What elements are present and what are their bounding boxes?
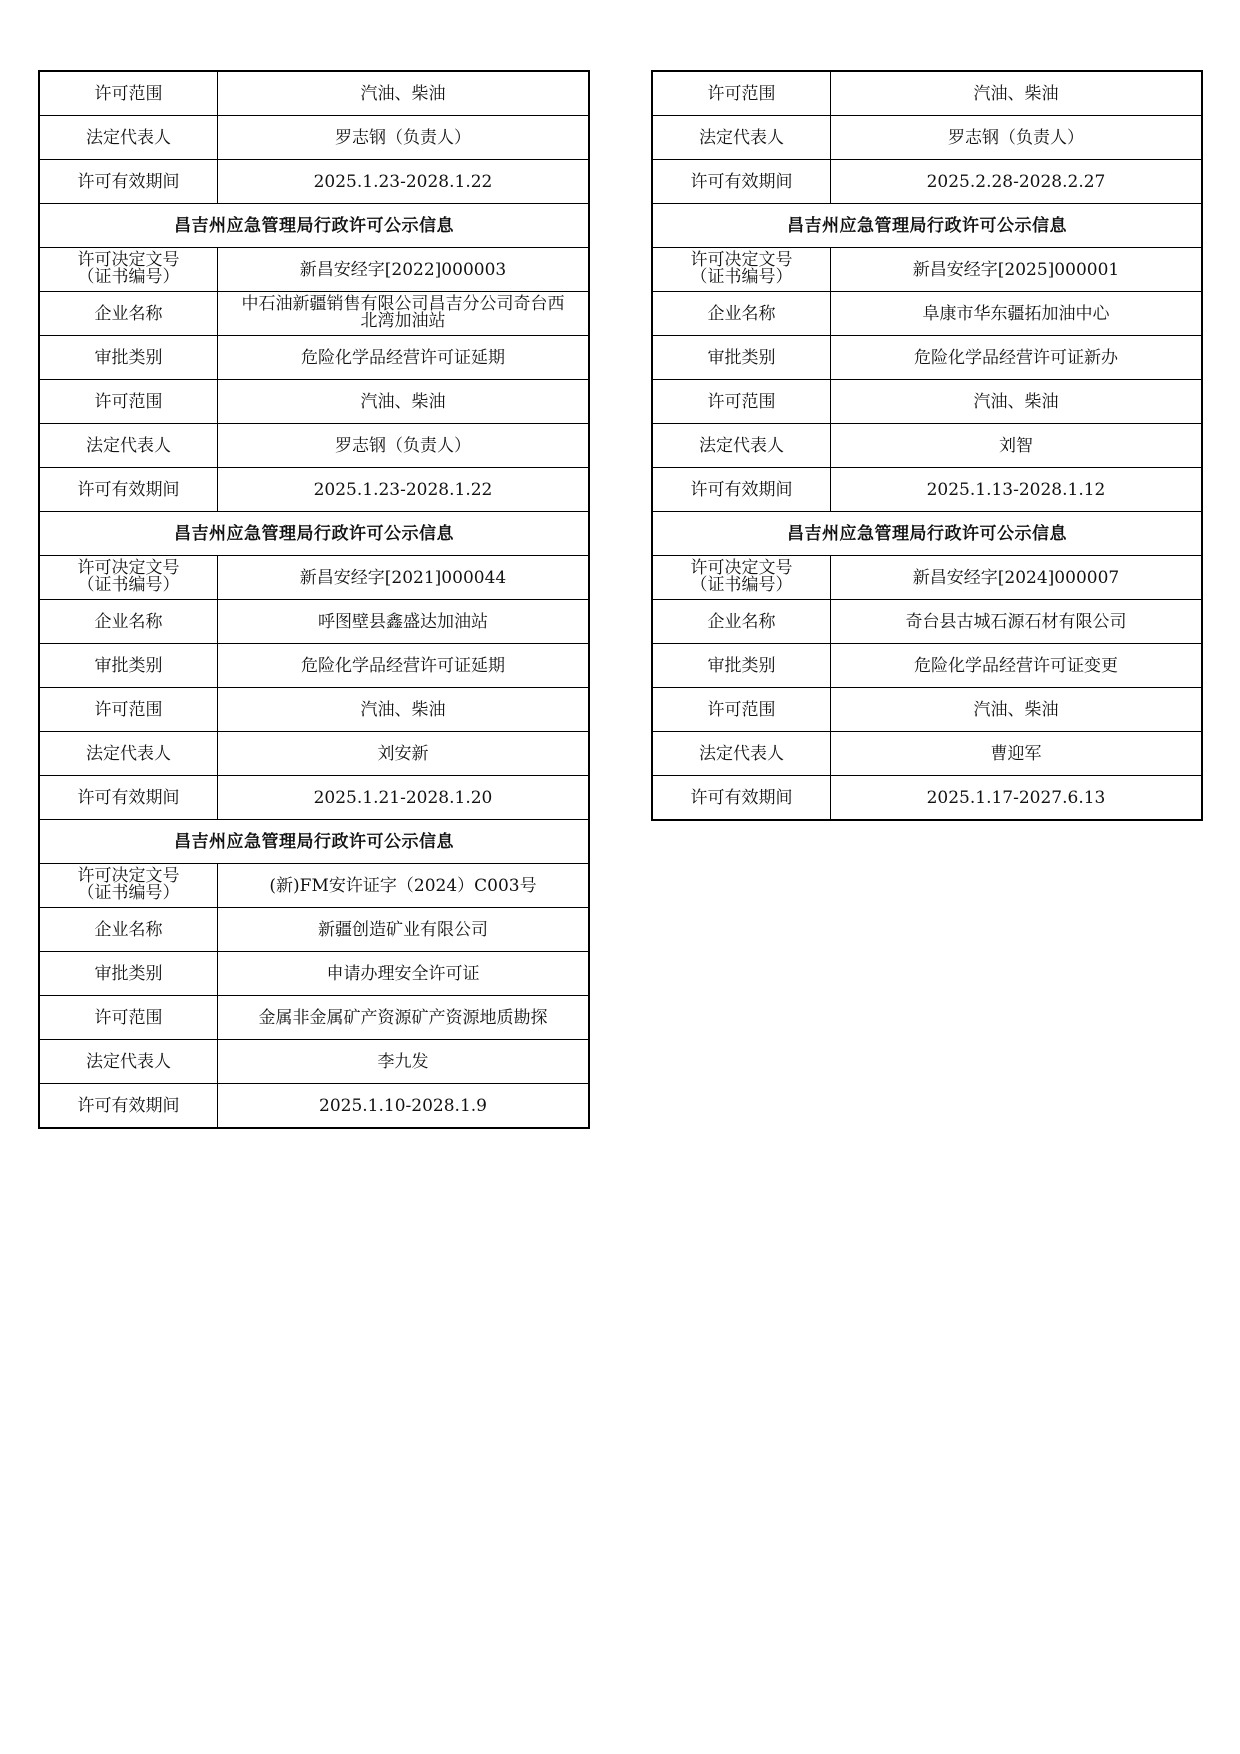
- table-row: [652, 380, 1202, 424]
- label-scope: 许可范围: [652, 688, 831, 732]
- label-decision-no: [652, 248, 831, 292]
- value-decision-no: 新昌安经字[2024]000007: [831, 556, 1203, 600]
- table-row: [652, 732, 1202, 776]
- label-legal-rep: 法定代表人: [39, 732, 218, 776]
- value-scope: 汽油、柴油: [218, 688, 590, 732]
- table-row: [39, 116, 589, 160]
- table-row: [652, 776, 1202, 821]
- table-row: [39, 71, 589, 116]
- label-decision-no-line2: （证书编号）: [690, 266, 793, 287]
- label-scope: 许可范围: [39, 380, 218, 424]
- value-scope: 汽油、柴油: [831, 380, 1203, 424]
- table-row: [39, 468, 589, 512]
- label-validity: 许可有效期间: [39, 1084, 218, 1129]
- label-legal-rep: 法定代表人: [39, 424, 218, 468]
- table-row: [39, 248, 589, 292]
- table-row: [39, 1084, 589, 1129]
- table-row: [652, 292, 1202, 336]
- value-decision-no: 新昌安经字[2021]000044: [218, 556, 590, 600]
- section-header-row: [652, 204, 1202, 248]
- label-scope: 许可范围: [652, 380, 831, 424]
- table-row: [652, 71, 1202, 116]
- label-validity: 许可有效期间: [39, 160, 218, 204]
- value-validity: 2025.1.23-2028.1.22: [218, 160, 590, 204]
- section-header: 昌吉州应急管理局行政许可公示信息: [652, 204, 1202, 248]
- label-approval-type: 审批类别: [652, 644, 831, 688]
- label-legal-rep: 法定代表人: [39, 1040, 218, 1084]
- table-row: [39, 292, 589, 336]
- label-decision-no: [652, 556, 831, 600]
- label-legal-rep: 法定代表人: [652, 424, 831, 468]
- section-header: 昌吉州应急管理局行政许可公示信息: [652, 512, 1202, 556]
- value-approval-type: 危险化学品经营许可证延期: [218, 644, 590, 688]
- value-validity: 2025.2.28-2028.2.27: [831, 160, 1203, 204]
- table-row: [39, 776, 589, 820]
- value-company: 阜康市华东疆拓加油中心: [831, 292, 1203, 336]
- label-validity: 许可有效期间: [39, 468, 218, 512]
- value-legal-rep: 罗志钢（负责人）: [218, 424, 590, 468]
- label-legal-rep: 法定代表人: [652, 116, 831, 160]
- label-company: 企业名称: [39, 600, 218, 644]
- value-validity: 2025.1.13-2028.1.12: [831, 468, 1203, 512]
- value-scope: 汽油、柴油: [218, 71, 590, 116]
- value-legal-rep: 刘智: [831, 424, 1203, 468]
- label-approval-type: 审批类别: [39, 644, 218, 688]
- value-legal-rep: 曹迎军: [831, 732, 1203, 776]
- value-validity: 2025.1.10-2028.1.9: [218, 1084, 590, 1129]
- table-row: [652, 556, 1202, 600]
- left-permit-table: [38, 70, 590, 1129]
- value-scope: 汽油、柴油: [218, 380, 590, 424]
- label-company: 企业名称: [39, 908, 218, 952]
- section-header-row: [39, 204, 589, 248]
- table-row: [39, 1040, 589, 1084]
- value-scope: 金属非金属矿产资源矿产资源地质勘探: [218, 996, 590, 1040]
- label-decision-no-line1: 许可决定文号: [690, 249, 793, 270]
- label-company: 企业名称: [39, 292, 218, 336]
- label-scope: 许可范围: [39, 71, 218, 116]
- value-approval-type: 危险化学品经营许可证新办: [831, 336, 1203, 380]
- label-decision-no-line1: 许可决定文号: [690, 557, 793, 578]
- value-decision-no: 新昌安经字[2022]000003: [218, 248, 590, 292]
- label-decision-no: [39, 248, 218, 292]
- value-legal-rep: 李九发: [218, 1040, 590, 1084]
- table-row: [39, 556, 589, 600]
- table-row: [39, 996, 589, 1040]
- table-row: [39, 600, 589, 644]
- table-row: [39, 336, 589, 380]
- label-decision-no-line1: 许可决定文号: [77, 249, 180, 270]
- table-row: [652, 600, 1202, 644]
- label-decision-no: [39, 864, 218, 908]
- label-legal-rep: 法定代表人: [39, 116, 218, 160]
- table-row: [652, 336, 1202, 380]
- table-row: [39, 864, 589, 908]
- value-company: 新疆创造矿业有限公司: [218, 908, 590, 952]
- section-header: 昌吉州应急管理局行政许可公示信息: [39, 512, 589, 556]
- table-row: [39, 908, 589, 952]
- value-approval-type: 申请办理安全许可证: [218, 952, 590, 996]
- value-legal-rep: 刘安新: [218, 732, 590, 776]
- table-row: [39, 160, 589, 204]
- section-header-row: [39, 820, 589, 864]
- label-decision-no-line2: （证书编号）: [77, 574, 180, 595]
- value-validity: 2025.1.17-2027.6.13: [831, 776, 1203, 821]
- table-row: [39, 424, 589, 468]
- section-header-row: [652, 512, 1202, 556]
- table-row: [652, 116, 1202, 160]
- table-row: [39, 732, 589, 776]
- table-row: [652, 248, 1202, 292]
- table-row: [39, 952, 589, 996]
- value-validity: 2025.1.23-2028.1.22: [218, 468, 590, 512]
- section-header: 昌吉州应急管理局行政许可公示信息: [39, 820, 589, 864]
- label-legal-rep: 法定代表人: [652, 732, 831, 776]
- label-decision-no-line2: （证书编号）: [690, 574, 793, 595]
- label-approval-type: 审批类别: [39, 336, 218, 380]
- value-scope: 汽油、柴油: [831, 71, 1203, 116]
- label-validity: 许可有效期间: [652, 160, 831, 204]
- label-validity: 许可有效期间: [652, 468, 831, 512]
- label-approval-type: 审批类别: [39, 952, 218, 996]
- value-legal-rep: 罗志钢（负责人）: [218, 116, 590, 160]
- table-row: [652, 468, 1202, 512]
- table-row: [39, 688, 589, 732]
- label-decision-no-line2: （证书编号）: [77, 882, 180, 903]
- value-decision-no: 新昌安经字[2025]000001: [831, 248, 1203, 292]
- value-decision-no: (新)FM安许证字（2024）C003号: [218, 864, 590, 908]
- right-permit-table: [651, 70, 1203, 821]
- table-row: [652, 644, 1202, 688]
- label-decision-no-line2: （证书编号）: [77, 266, 180, 287]
- table-row: [652, 424, 1202, 468]
- label-scope: 许可范围: [652, 71, 831, 116]
- label-validity: 许可有效期间: [652, 776, 831, 821]
- table-row: [39, 644, 589, 688]
- value-legal-rep: 罗志钢（负责人）: [831, 116, 1203, 160]
- value-approval-type: 危险化学品经营许可证延期: [218, 336, 590, 380]
- label-approval-type: 审批类别: [652, 336, 831, 380]
- value-company: [218, 292, 590, 336]
- label-decision-no-line1: 许可决定文号: [77, 557, 180, 578]
- value-company: 呼图壁县鑫盛达加油站: [218, 600, 590, 644]
- label-decision-no: [39, 556, 218, 600]
- value-approval-type: 危险化学品经营许可证变更: [831, 644, 1203, 688]
- value-company: 奇台县古城石源石材有限公司: [831, 600, 1203, 644]
- section-header: 昌吉州应急管理局行政许可公示信息: [39, 204, 589, 248]
- section-header-row: [39, 512, 589, 556]
- label-decision-no-line1: 许可决定文号: [77, 865, 180, 886]
- label-scope: 许可范围: [39, 688, 218, 732]
- table-row: [652, 160, 1202, 204]
- value-scope: 汽油、柴油: [831, 688, 1203, 732]
- label-company: 企业名称: [652, 292, 831, 336]
- table-row: [39, 380, 589, 424]
- value-validity: 2025.1.21-2028.1.20: [218, 776, 590, 820]
- value-company-line2: 北湾加油站: [360, 310, 446, 331]
- label-scope: 许可范围: [39, 996, 218, 1040]
- value-company-line1: 中石油新疆销售有限公司昌吉分公司奇台西: [241, 293, 565, 314]
- table-row: [652, 688, 1202, 732]
- label-company: 企业名称: [652, 600, 831, 644]
- label-validity: 许可有效期间: [39, 776, 218, 820]
